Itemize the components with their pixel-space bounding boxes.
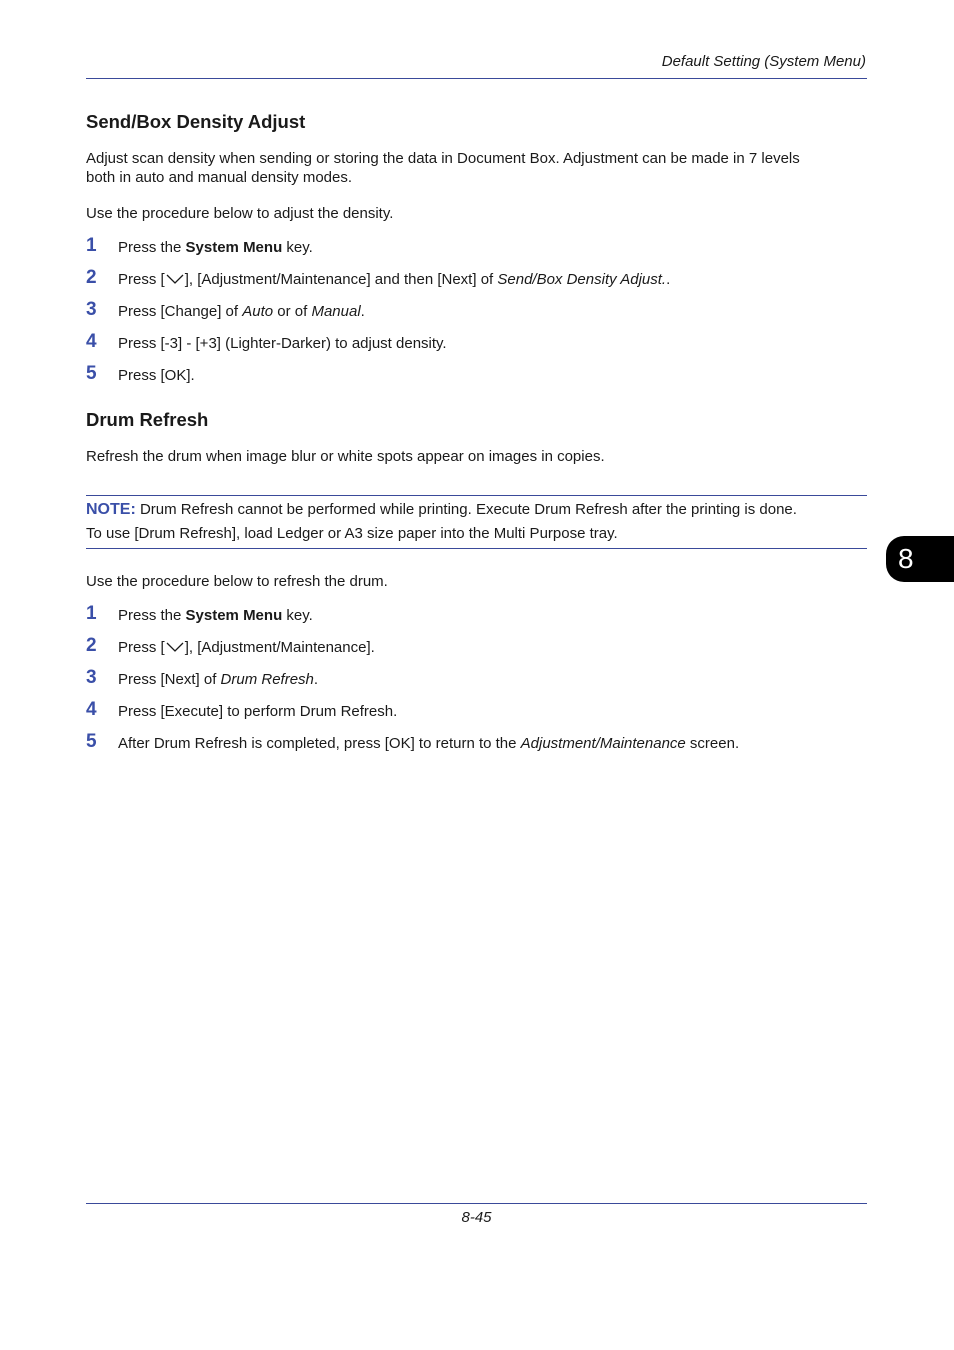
step-list-item: [86, 603, 867, 629]
page-number: 8-45: [461, 1209, 492, 1226]
step-number: 1: [86, 603, 97, 624]
chevron-down-icon: [165, 640, 185, 654]
note-line1: Drum Refresh cannot be performed while printing. Execute Drum Refresh after the printing is done.: [135, 501, 797, 518]
header-rule: [86, 78, 867, 79]
note-label: NOTE:: [86, 501, 136, 518]
step-list-item: [86, 299, 867, 325]
chapter-tab: 8: [886, 536, 954, 582]
step-text: Press the System Menu key.: [118, 239, 313, 256]
step-text: Press the System Menu key.: [118, 607, 313, 624]
step-list-item: [86, 235, 867, 261]
note-top-rule: [86, 495, 867, 496]
step-number: 3: [86, 299, 97, 320]
note-line2: To use [Drum Refresh], load Ledger or A3 size paper into the Multi Purpose tray.: [86, 525, 618, 542]
step-text: Press [-3] - [+3] (Lighter-Darker) to adjust density.: [118, 335, 447, 352]
step-list-item: [86, 267, 867, 293]
section2-intro: Refresh the drum when image blur or white spots appear on images in copies.: [86, 448, 605, 465]
section1-intro-line2: both in auto and manual density modes.: [86, 169, 353, 186]
step-list-item: [86, 331, 867, 357]
step-number: 4: [86, 699, 97, 720]
section1-intro-line1: Adjust scan density when sending or storing the data in Document Box. Adjustment can be made in 7 levels: [86, 150, 800, 167]
step-text: Press [Next] of Drum Refresh.: [118, 671, 319, 688]
section1-intro: [86, 149, 867, 187]
step-number: 2: [86, 267, 97, 288]
step-text: After Drum Refresh is completed, press [OK] to return to the Adjustment/Maintenance screen.: [118, 735, 740, 752]
step-list-item: [86, 635, 867, 661]
step-number: 3: [86, 667, 97, 688]
step-list-item: [86, 363, 867, 389]
step-number: 4: [86, 331, 97, 352]
footer-rule: [86, 1203, 867, 1204]
step-number: 5: [86, 363, 97, 384]
step-text: Press [OK].: [118, 367, 195, 384]
note-box: [86, 498, 867, 546]
section1-procedure-intro: Use the procedure below to adjust the density.: [86, 205, 394, 222]
section-heading-send-box-density: Send/Box Density Adjust: [86, 111, 306, 132]
step-list-item: [86, 667, 867, 693]
chevron-down-icon: [165, 272, 185, 286]
step-text: Press [Change] of Auto or of Manual.: [118, 303, 365, 320]
running-header: Default Setting (System Menu): [661, 53, 866, 70]
note-bottom-rule: [86, 548, 867, 549]
section2-procedure-intro: Use the procedure below to refresh the drum.: [86, 573, 388, 590]
step-text: Press [Execute] to perform Drum Refresh.: [118, 703, 398, 720]
step-number: 5: [86, 731, 97, 752]
step-number: 1: [86, 235, 97, 256]
step-text: Press [ ], [Adjustment/Maintenance] and then [Next] of Send/Box Density Adjust..: [118, 271, 671, 288]
section-heading-drum-refresh: Drum Refresh: [86, 409, 209, 430]
step-text: Press [ ], [Adjustment/Maintenance].: [118, 639, 375, 656]
step-number: 2: [86, 635, 97, 656]
step-list-item: [86, 699, 867, 725]
step-list-item: [86, 731, 867, 757]
